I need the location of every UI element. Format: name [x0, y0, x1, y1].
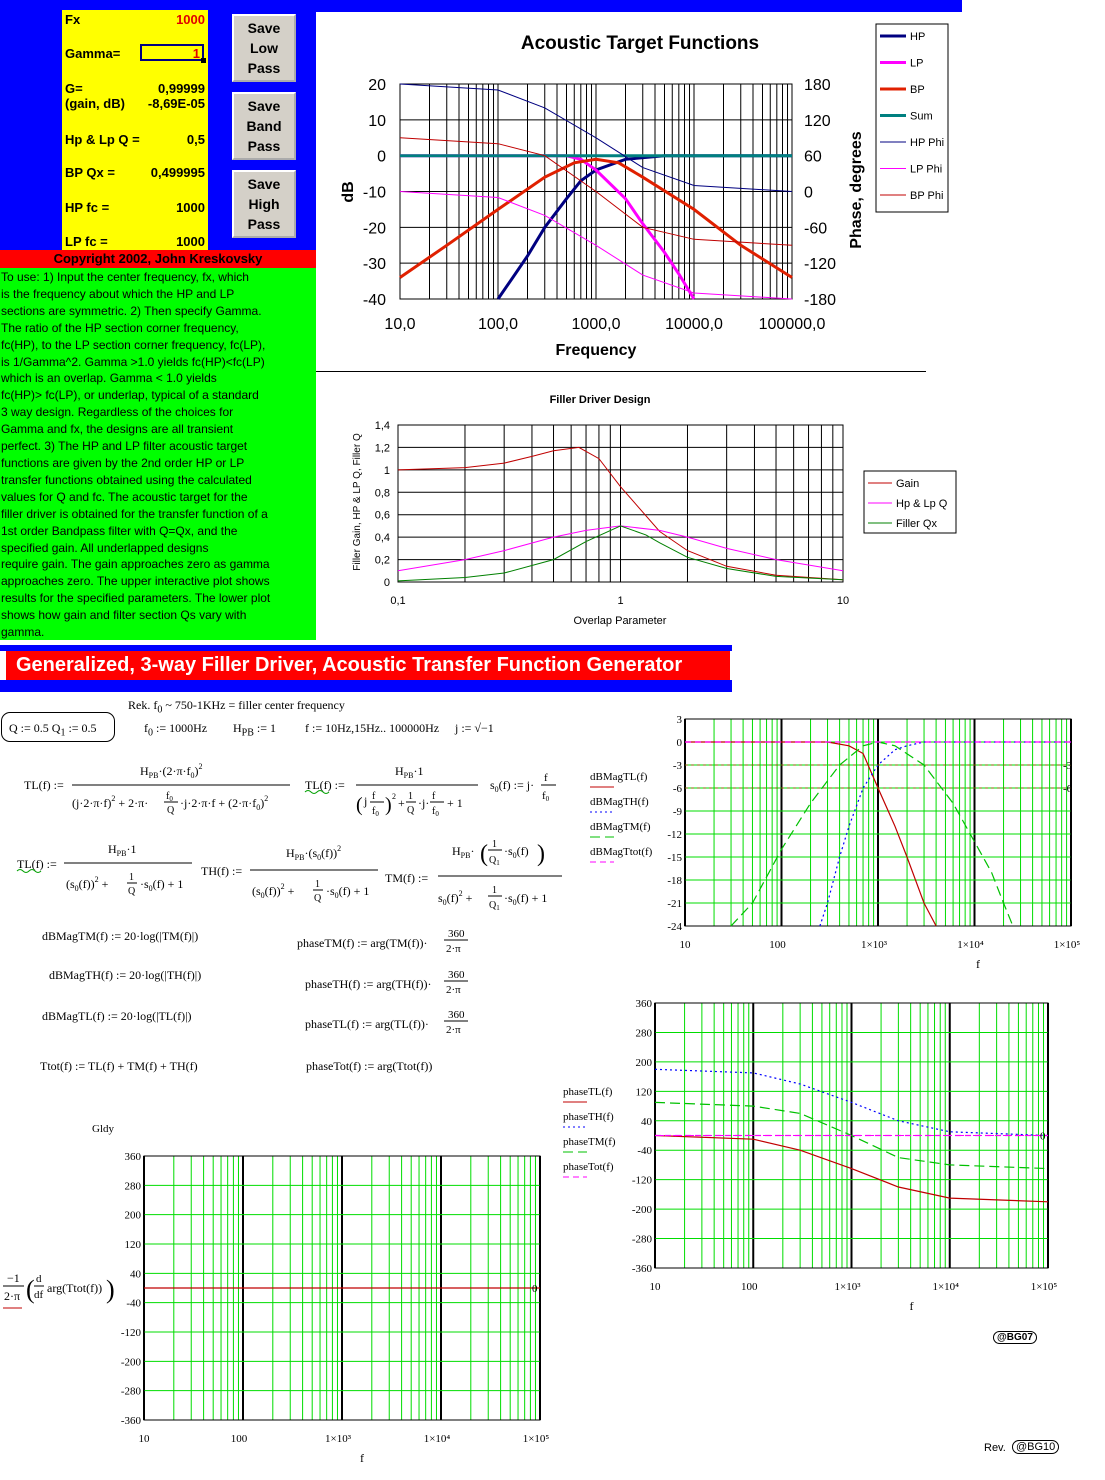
y-tick-label: -40 [362, 292, 386, 309]
y2-tick-label: -180 [804, 292, 837, 309]
phase-plot [560, 995, 1070, 1315]
transfer-equations [0, 755, 600, 915]
y2-tick-label: -60 [804, 220, 828, 238]
svg-text:·j·2·π·f + (2·π·f0)2: $\cdot j\cdot 2\cdot\pi\cdot f + (2\cdot\pi\cdot f_0)^2$ [180, 794, 269, 812]
svg-text:Q1: $Q_1$ [489, 900, 500, 912]
y2-tick-label: 60 [804, 148, 822, 166]
y-axis-label: dB [340, 181, 357, 203]
x-tick-label: 1×10⁵ [1053, 939, 1081, 951]
svg-text:·s0(f): $\cdot s_0(f)$ [504, 844, 529, 860]
instruction-line: sections are symmetric. 2) Then specify Gamma. [1, 303, 262, 318]
chart-title: Gldy [92, 1123, 114, 1135]
instruction-line: To use: 1) Input the center frequency, fx, which [1, 270, 249, 284]
legend-label: dBMagTtot(f) [590, 846, 653, 858]
y-tick-label: 360 [635, 998, 652, 1010]
instruction-line: require gain. The gain approaches zero as gamma [1, 557, 270, 572]
banner-title: Generalized, 3-way Filler Driver, Acoustic Transfer Function Generator [16, 654, 683, 676]
instruction-line: results for the specified parameters. The lower plot [1, 591, 271, 606]
lpfc-value: 1000 [176, 234, 205, 249]
svg-text:2·π: 2·π [446, 943, 461, 955]
x-tick-label: 1×10³ [324, 1433, 352, 1445]
svg-text:(j·2·π·f)2 + 2·π·: $(j\cdot 2\cdot\pi\cdot f)^2 + 2\cdot\pi\cdot$ [72, 794, 149, 810]
instruction-line: gamma. [1, 625, 45, 640]
save-high-pass-button[interactable]: Save High Pass [232, 170, 296, 238]
y-tick-label: 1 [383, 464, 390, 477]
y-tick-label: -120 [120, 1327, 141, 1339]
svg-text:1: 1 [492, 885, 497, 896]
svg-text:arg(Ttot(f)): arg(Ttot(f)) [47, 1281, 103, 1295]
svg-text:360: 360 [448, 1009, 465, 1021]
gamma-input[interactable] [140, 44, 204, 61]
svg-text:1: 1 [408, 791, 413, 802]
y-tick-label: 1,2 [374, 442, 390, 455]
svg-text:HPB·1: $H_{PB}\cdot 1$ [108, 842, 137, 858]
svg-text:TH(f) :=: TH(f) := [201, 864, 243, 878]
x-tick-label: 1×10⁴ [957, 939, 984, 951]
y-tick-label: 0,6 [374, 509, 390, 522]
legend-label: dBMagTH(f) [590, 796, 649, 808]
svg-text:HPB·(s0(f))2: $H_{PB}\cdot(s_0(f))^2$ [286, 844, 342, 862]
bpqx-value: 0,499995 [150, 165, 205, 180]
legend-label: HP Phi [910, 137, 945, 149]
svg-text:f0: $f_0$ [372, 806, 379, 818]
svg-text:(: ( [480, 841, 488, 867]
x-tick-label: 1 [617, 595, 624, 607]
svg-text:Q1: $Q_1$ [489, 855, 500, 867]
x-tick-label: 100 [741, 1281, 758, 1293]
y-tick-label: 10 [368, 112, 386, 130]
x-tick-label: 1×10³ [834, 1281, 861, 1293]
group-delay-plot [92, 1118, 565, 1468]
svg-text:s0(f) := j·: $s_0(f)$ := j· [490, 778, 535, 794]
legend-label: BP [910, 84, 925, 96]
instructions-panel [0, 268, 316, 640]
banner-bottom-stripe [0, 680, 732, 692]
x-tick-label: 10 [138, 1433, 150, 1445]
y-tick-label: 0,8 [374, 487, 390, 500]
x-tick-label: 1×10³ [860, 939, 888, 951]
legend-label: phaseTH(f) [563, 1111, 614, 1123]
svg-text:(s0(f))2 +: $(s_0(f))^2$ + [252, 882, 295, 900]
legend-label: HP [910, 31, 926, 43]
x-axis-label: f [976, 957, 980, 971]
fill-handle[interactable] [201, 58, 206, 63]
svg-text:2·π: 2·π [4, 1289, 21, 1303]
svg-text:Q: Q [407, 805, 415, 816]
svg-text:): ) [385, 794, 392, 816]
x-tick-label: 0,1 [390, 595, 406, 607]
x-tick-label: 1×10⁴ [932, 1281, 960, 1293]
y-tick-label: -18 [667, 875, 682, 887]
y2-axis-label: Phase, degrees [848, 131, 865, 249]
svg-text:·s0(f) + 1: $\cdot s_0(f) + 1$ [504, 891, 548, 907]
svg-text:+ 1: + 1 [447, 796, 463, 810]
y-tick-label: 0,2 [374, 554, 390, 567]
y-tick-label: 360 [124, 1151, 141, 1163]
x-tick-label: 1×10⁴ [423, 1433, 451, 1445]
svg-text:−1: −1 [7, 1271, 20, 1285]
instruction-line: Gamma and fx, the designs are all transient [1, 422, 234, 437]
svg-text:1: 1 [492, 839, 497, 850]
y-tick-label: 120 [124, 1239, 141, 1251]
instruction-line: fc(HP)> fc(LP), or underlap, typical of a standard [1, 388, 259, 403]
y-tick-label: -9 [672, 806, 682, 818]
save-band-pass-button[interactable]: Save Band Pass [232, 92, 296, 160]
svg-text:HPB·: $H_{PB}\cdot$ [452, 844, 475, 860]
instruction-line: values for Q and fc. The acoustic target for the [1, 489, 248, 504]
blue-frame-left [0, 0, 62, 250]
y2-tick-label: -120 [804, 256, 837, 274]
hpfc-label: HP fc = [65, 200, 110, 215]
svg-text:1: 1 [129, 872, 134, 883]
svg-text:2·π: 2·π [446, 984, 461, 996]
legend-label: Filler Qx [896, 518, 937, 530]
legend-label: phaseTL(f) [563, 1086, 613, 1098]
svg-text:·s0(f) + 1: $\cdot s_0(f) + 1$ [326, 884, 370, 900]
svg-text:Q: Q [128, 886, 136, 897]
g-value: 0,99999 [158, 81, 205, 96]
svg-text:HPB·1: $H_{PB}\cdot 1$ [395, 764, 424, 780]
legend-label: LP Phi [910, 163, 943, 176]
svg-text:·j·: ·j· [418, 796, 430, 810]
y-tick-label: 3 [676, 714, 682, 726]
instruction-line: fc(HP), to the LP section corner frequency, fc(LP), [1, 337, 266, 352]
instruction-line: 1st order Bandpass filter with Q=Qx, and the [1, 523, 238, 538]
instructions-text [0, 268, 316, 641]
j-def: j := √−1 [455, 721, 494, 735]
y-tick-label: -20 [362, 220, 386, 238]
gain-db-label: (gain, dB) [65, 96, 125, 111]
instruction-line: filler driver is obtained for the transfer function of a [1, 506, 268, 521]
copyright-bar [0, 250, 316, 268]
x-tick-label: 1×10⁵ [1030, 1281, 1058, 1293]
y-tick-label: -280 [120, 1385, 141, 1398]
y-tick-label: -3 [672, 760, 682, 772]
svg-text:d: d [36, 1273, 42, 1285]
svg-text:): ) [106, 1275, 115, 1304]
instruction-line: approaches zero. The upper interactive plot shows [1, 574, 270, 589]
y-tick-label: -280 [631, 1233, 652, 1246]
svg-text:360: 360 [448, 969, 465, 981]
eq-dbmagth: dBMagTH(f) := 20·log(|TH(f)|) [49, 968, 202, 982]
instruction-line: is the frequency about which the HP and LP [1, 286, 235, 301]
y-tick-label: 280 [124, 1180, 141, 1193]
svg-text:TL(f) :=: TL(f) := [17, 857, 57, 871]
fx-label: Fx [65, 12, 81, 27]
y-tick-label: 40 [130, 1268, 141, 1281]
x-tick-label: 100000,0 [758, 316, 826, 333]
legend-label: Sum [910, 110, 933, 123]
y-tick-label: -24 [667, 921, 682, 933]
instruction-line: functions are given by the 2nd order HP or LP [1, 455, 245, 470]
bpqx-label: BP Qx = [65, 165, 115, 180]
instruction-line: which is an overlap. Gamma < 1.0 yields [1, 371, 217, 386]
y-tick-label: 1,4 [374, 420, 390, 432]
marker-label: -6 [1063, 783, 1073, 795]
tag-bg10: @BG10 [1012, 1440, 1059, 1454]
hplpq-label: Hp & Lp Q = [65, 132, 140, 147]
y2-tick-label: 0 [804, 184, 813, 202]
svg-text:360: 360 [448, 928, 465, 940]
y-tick-label: -15 [667, 852, 682, 864]
y-tick-label: 200 [124, 1209, 141, 1222]
eq-phaseth: phaseTH(f) := arg(TH(f))· [305, 977, 432, 991]
marker-label: -3 [1063, 760, 1073, 772]
x-tick-label: 100,0 [477, 316, 519, 333]
svg-text:·s0(f) + 1: $\cdot s_0(f) + 1$ [140, 877, 184, 893]
g-label: G= [65, 81, 83, 96]
legend-label: LP [910, 57, 924, 70]
x-tick-label: 10,0 [384, 316, 416, 333]
x-tick-label: 10 [649, 1281, 661, 1293]
svg-text:2·π: 2·π [446, 1024, 461, 1036]
y-tick-label: 280 [635, 1027, 652, 1040]
y-tick-label: -21 [667, 898, 682, 910]
legend-label: BP Phi [910, 190, 944, 202]
y-tick-label: -200 [631, 1204, 652, 1217]
y2-tick-label: 120 [804, 112, 831, 130]
banner [6, 651, 730, 680]
y-tick-label: 0 [383, 577, 390, 589]
f0-def: $f_0$ := 1000Hz [144, 721, 208, 739]
svg-text:df: df [34, 1289, 44, 1301]
q-def: Q := 0.5 $Q_1$ := 0.5 [9, 721, 97, 739]
marker-label: 0 [532, 1283, 538, 1295]
svg-text:f0: $f_0$ [432, 806, 439, 818]
y-tick-label: 0 [377, 148, 386, 166]
save-low-pass-button[interactable]: Save Low Pass [232, 14, 296, 82]
svg-text:): ) [537, 841, 545, 867]
x-tick-label: 10 [836, 595, 850, 607]
svg-text:TL(f) :=: TL(f) := [24, 778, 64, 792]
tag-bg07: @BG07 [993, 1331, 1037, 1344]
fraction-360-2pi [440, 925, 480, 1045]
svg-text:TM(f) :=: TM(f) := [385, 871, 429, 885]
x-tick-label: 10000,0 [665, 316, 723, 333]
svg-text:j: j [364, 794, 368, 808]
y-tick-label: -12 [667, 829, 682, 841]
lpfc-label: LP fc = [65, 234, 108, 249]
gamma-label: Gamma= [65, 46, 121, 61]
hplpq-value: 0,5 [186, 132, 205, 147]
x-tick-label: 1000,0 [571, 316, 621, 333]
x-axis-label: Overlap Parameter [573, 615, 667, 627]
svg-text:HPB·(2·π·f0)2: $H_{PB}\cdot(2\cdot\pi\cdot f_0)^2$ [140, 762, 203, 780]
rev-label: Rev. [984, 1442, 1006, 1454]
y-tick-label: -360 [120, 1415, 141, 1427]
y-tick-label: 20 [368, 77, 386, 94]
magnitude-plot [585, 712, 1090, 977]
y-tick-label: 200 [635, 1056, 652, 1069]
copyright-text: Copyright 2002, John Kreskovsky [53, 251, 263, 266]
gamma-value[interactable]: 1 [192, 46, 200, 61]
marker-label: 0 [1040, 1130, 1046, 1143]
y-tick-label: -200 [120, 1356, 141, 1369]
eq-phasetm: phaseTM(f) := arg(TM(f))· [297, 936, 428, 950]
y2-tick-label: 180 [804, 77, 831, 94]
y-tick-label: -40 [126, 1297, 141, 1310]
legend-label: phaseTM(f) [563, 1136, 616, 1148]
y-tick-label: 0 [676, 737, 682, 749]
y-tick-label: 120 [635, 1086, 652, 1099]
x-axis-label: f [360, 1451, 364, 1465]
instruction-line: is 1/Gamma^2. Gamma >1.0 yields fc(HP)<fc(LP) [1, 354, 265, 369]
svg-text:s0(f)2 +: $s_0(f)^2$ + [438, 889, 473, 907]
svg-text:f0: f0 [542, 790, 550, 803]
svg-text:1: 1 [315, 879, 320, 890]
y-tick-label: -6 [672, 783, 682, 795]
instruction-line: transfer functions obtained using the calculated [1, 472, 252, 487]
svg-text:f0: $f_0$ [166, 791, 173, 803]
y-tick-label: -360 [631, 1263, 652, 1275]
y-tick-label: 0,4 [374, 532, 390, 545]
legend-label: dBMagTL(f) [590, 771, 648, 783]
svg-text:(: ( [356, 794, 363, 816]
instruction-line: perfect. 3) The HP and LP filter acoustic target [1, 439, 248, 454]
hpfc-value: 1000 [176, 200, 205, 215]
instruction-line: shows how gain and filter section Qs vary with [1, 608, 247, 623]
x-tick-label: 10 [679, 939, 691, 951]
svg-text:(: ( [26, 1275, 35, 1304]
x-tick-label: 100 [230, 1433, 248, 1445]
x-tick-label: 100 [769, 939, 786, 951]
svg-text:Q: Q [167, 805, 175, 816]
svg-text:f: f [544, 772, 548, 784]
y-tick-label: 40 [641, 1115, 652, 1128]
eq-phasetl: phaseTL(f) := arg(TL(f))· [305, 1017, 429, 1031]
rek-line: Rek. $f_0$ ~ 750-1KHz = filler center frequency [128, 698, 345, 716]
svg-text:TL(f) :=: TL(f) := [305, 778, 345, 792]
input-panel [62, 10, 208, 250]
instruction-line: 3 way design. Regardless of the choices for [1, 405, 234, 420]
chart-title: Acoustic Target Functions [520, 33, 760, 54]
svg-text:2: 2 [392, 792, 396, 801]
x-axis-label: f [909, 1299, 914, 1313]
y-tick-label: -30 [362, 256, 386, 274]
legend-label: phaseTot(f) [563, 1161, 614, 1173]
eq-phasetot: phaseTot(f) := arg(Ttot(f)) [306, 1059, 433, 1073]
fx-value[interactable]: 1000 [176, 12, 205, 27]
svg-text:+: + [398, 796, 405, 810]
y-tick-label: -120 [631, 1174, 652, 1187]
svg-text:(s0(f))2 +: $(s_0(f))^2$ + [66, 875, 109, 893]
f-range: f := 10Hz,15Hz.. 100000Hz [305, 721, 440, 735]
chart-title: Filler Driver Design [549, 394, 651, 406]
y-tick-label: -40 [637, 1145, 652, 1158]
gain-db-value: -8,69E-05 [147, 96, 205, 111]
x-tick-label: 1×10⁵ [522, 1433, 550, 1445]
x-axis-label: Frequency [555, 342, 637, 359]
eq-dbmagtm: dBMagTM(f) := 20·log(|TM(f)|) [42, 929, 199, 943]
hpb-def: $H_{PB}$ := 1 [233, 721, 277, 739]
eq-dbmagtl: dBMagTL(f) := 20·log(|TL(f)|) [42, 1009, 192, 1023]
filler-driver-chart [316, 372, 962, 642]
svg-text:f: f [432, 791, 436, 802]
acoustic-target-chart [316, 12, 962, 370]
y-tick-label: -10 [362, 184, 386, 202]
instruction-line: specified gain. All underlapped designs [1, 540, 209, 555]
legend-label: Gain [896, 478, 920, 490]
svg-text:f: f [372, 791, 376, 802]
legend-label: Hp & Lp Q [896, 498, 948, 510]
y-axis-label: Filler Gain, HP & LP Q, Filler Q [352, 433, 363, 571]
eq-ttot: Ttot(f) := TL(f) + TM(f) + TH(f) [40, 1059, 198, 1073]
instruction-line: The ratio of the HP section corner frequency, [1, 320, 239, 335]
legend-label: dBMagTM(f) [590, 821, 651, 833]
svg-text:Q: Q [314, 893, 322, 904]
